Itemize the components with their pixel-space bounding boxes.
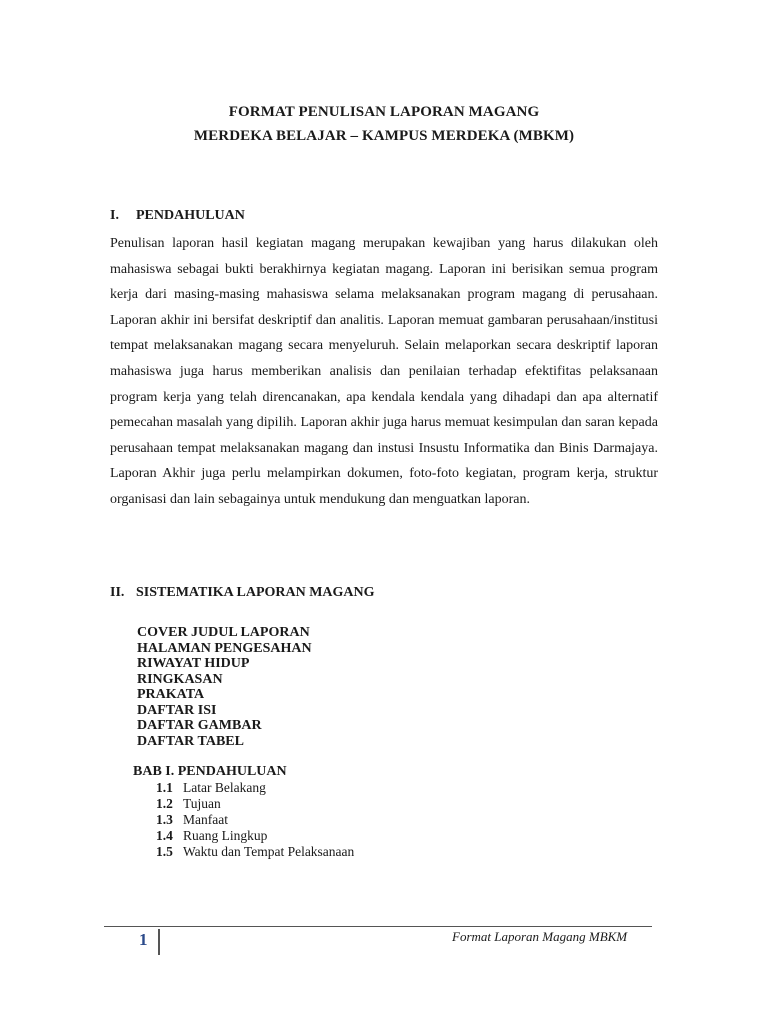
document-title-line2: MERDEKA BELAJAR – KAMPUS MERDEKA (MBKM) [193, 128, 575, 144]
subsection-item [156, 844, 354, 860]
intro-paragraph: Penulisan laporan hasil kegiatan magang merupakan kewajiban yang harus dilakukan oleh mahasiswa sebagai bukti berakhirnya kegiatan magang. Laporan ini berisikan semua program kerja dari masing-masing mahasiswa selama melaksanakan program magang di perusahaan. Laporan akhir ini bersifat deskriptif dan analitis. Laporan memuat gambaran perusahaan/institusi tempat melaksanakan magang secara menyeluruh. Selain melaporkan secara deskriptif laporan mahasiswa juga harus memberikan analisis dan penilaian terhadap efektifitas pelaksanaan program kerja yang telah direncanakan, apa kendala kendala yang dihadapi dan apa alternatif pemecahan masalah yang dipilih. Laporan akhir juga harus memuat kesimpulan dan saran kepada perusahaan tempat melaksanakan magang dan instusi Insustu Informatika dan Binis Darmajaya. Laporan Akhir juga perlu melampirkan dokumen, foto-foto kegiatan, program kerja, struktur organisasi dan lain sebagainya untuk mendukung dan menguatkan laporan. [110, 236, 658, 507]
outline-item: DAFTAR ISI [137, 702, 217, 718]
chapter-subsection-list [156, 780, 354, 860]
outline-item: RINGKASAN [137, 671, 223, 687]
section-title: SISTEMATIKA LAPORAN MAGANG [136, 585, 375, 600]
subsection-number: 1.5 [156, 844, 173, 859]
subsection-label: Tujuan [183, 796, 221, 811]
subsection-item [156, 812, 354, 828]
subsection-number: 1.4 [156, 828, 173, 843]
section-heading-pendahuluan [110, 208, 245, 224]
report-outline-list [137, 625, 312, 749]
outline-item: RIWAYAT HIDUP [137, 656, 250, 671]
page-number: 1 [139, 930, 148, 949]
subsection-label: Manfaat [183, 812, 228, 827]
footer-divider [104, 926, 652, 927]
document-title-line1: FORMAT PENULISAN LAPORAN MAGANG [228, 104, 540, 120]
outline-item: COVER JUDUL LAPORAN [137, 625, 310, 640]
subsection-number: 1.1 [156, 780, 173, 795]
section-number: I. [110, 208, 119, 223]
subsection-label: Ruang Lingkup [183, 828, 268, 843]
outline-item: DAFTAR GAMBAR [137, 718, 262, 733]
subsection-item [156, 780, 354, 796]
section-number: II. [110, 585, 125, 600]
section-heading-sistematika [110, 585, 375, 601]
subsection-number: 1.2 [156, 796, 173, 811]
subsection-item [156, 796, 354, 812]
subsection-number: 1.3 [156, 812, 173, 827]
chapter-title: BAB I. PENDAHULUAN [133, 764, 287, 779]
outline-item: HALAMAN PENGESAHAN [137, 640, 312, 656]
subsection-label: Latar Belakang [183, 780, 266, 795]
page-number-bar [158, 929, 160, 955]
footer-caption: Format Laporan Magang MBKM [452, 929, 628, 944]
subsection-item [156, 828, 354, 844]
outline-item: PRAKATA [137, 687, 205, 702]
subsection-label: Waktu dan Tempat Pelaksanaan [183, 844, 355, 859]
outline-item: DAFTAR TABEL [137, 733, 244, 749]
section-title: PENDAHULUAN [136, 208, 245, 223]
